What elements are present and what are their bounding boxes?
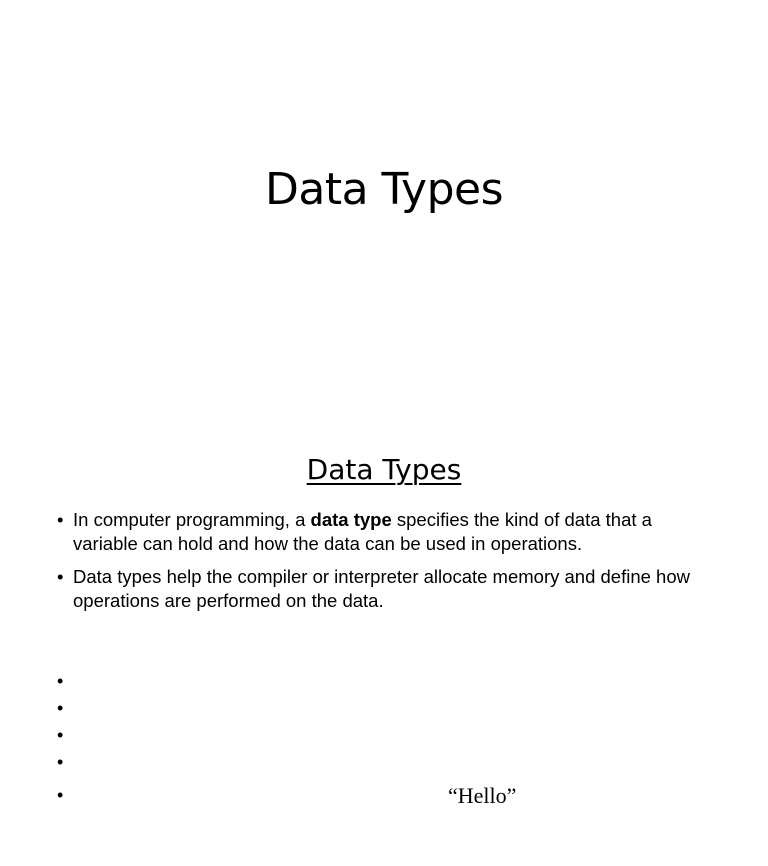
definition-bullet-list: [56, 508, 716, 622]
empty-bullet-item: [56, 669, 716, 696]
section-heading: Data Types: [306, 453, 462, 486]
string-literal-example: • “Hello”: [448, 783, 517, 808]
empty-bullet-item: [56, 723, 716, 750]
empty-bullet-list: [56, 669, 716, 813]
bullet-text-before: In computer programming, a: [73, 509, 311, 530]
bullet-text: Data types help the compiler or interpreter allocate memory and define how operations are performed on the data.: [73, 566, 690, 611]
empty-bullet-item-example: [56, 783, 716, 813]
bullet-item-definition: [56, 508, 716, 556]
empty-bullet-item: [56, 696, 716, 723]
bullet-text-after: specifies the kind of data that a variable can hold and how the data can be used in operations.: [73, 509, 652, 554]
empty-bullet-item: [56, 750, 716, 777]
bullet-text-bold-term: data type: [310, 509, 392, 530]
slide-title: Data Types: [264, 164, 504, 215]
bullet-item-purpose: [56, 565, 716, 613]
